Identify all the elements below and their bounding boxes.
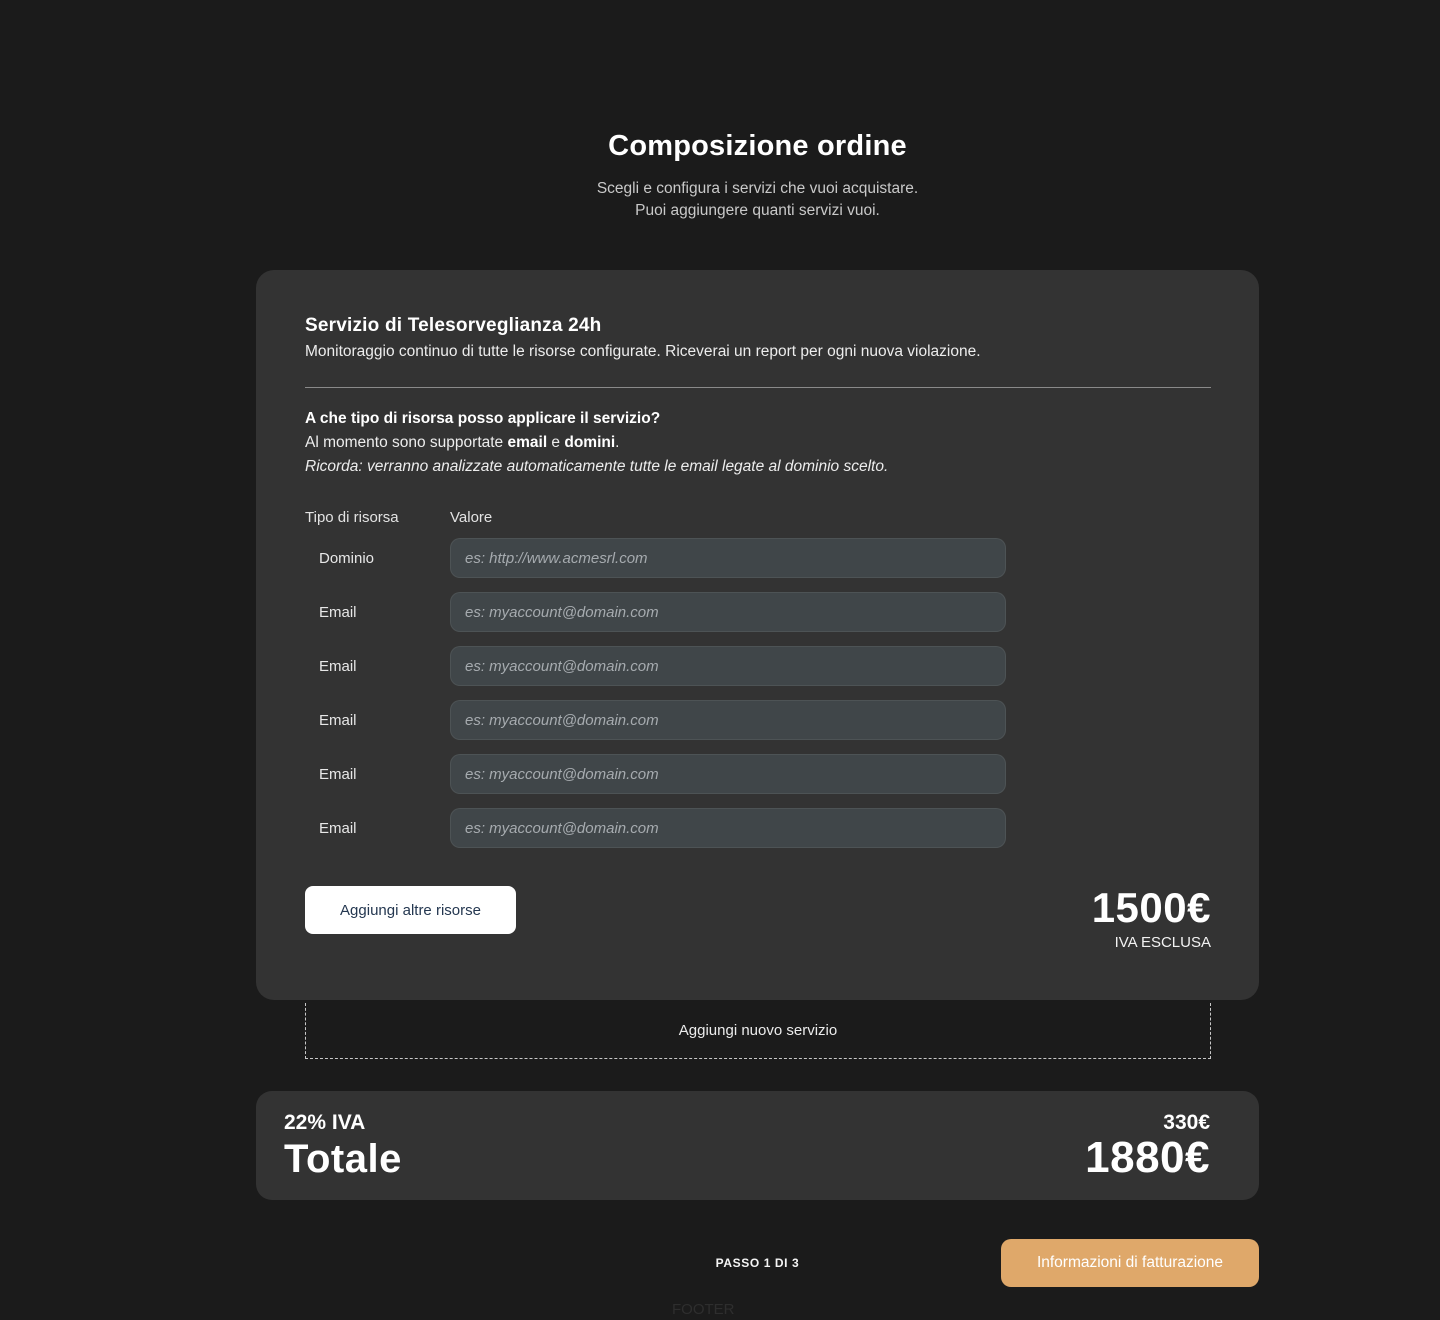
summary-card <box>256 1091 1259 1200</box>
resource-table <box>305 509 1211 848</box>
email-input[interactable] <box>450 754 1006 794</box>
footer-label: FOOTER <box>672 1301 735 1318</box>
add-service-label: Aggiungi nuovo servizio <box>678 1022 838 1039</box>
faq-note: Ricorda: verranno analizzate automaticamente tutte le email legate al dominio scelto. <box>305 458 889 475</box>
domain-input[interactable] <box>450 538 1006 578</box>
page-subtitle <box>256 178 1259 222</box>
vat-label: 22% IVA <box>284 1110 366 1134</box>
resource-row-domain <box>305 538 1211 578</box>
summary-labels <box>284 1111 402 1181</box>
service-description: Monitoraggio continuo di tutte le risorse configurate. Riceverai un report per ogni nuova violazione. <box>305 343 981 360</box>
service-price: 1500€ <box>1091 884 1211 931</box>
page-header <box>256 0 1259 222</box>
resource-type-label: Email <box>319 711 357 729</box>
vat-excluded-note: IVA ESCLUSA <box>1114 934 1211 951</box>
resource-row-email <box>305 646 1211 686</box>
total-label: Totale <box>284 1136 402 1181</box>
action-row <box>256 1239 1259 1287</box>
email-input[interactable] <box>450 592 1006 632</box>
resource-table-header <box>305 509 1211 527</box>
price-block <box>1092 886 1211 951</box>
faq-answer: Al momento sono supportate email e domini. <box>305 434 620 451</box>
summary-values <box>1085 1111 1210 1181</box>
column-header-value: Valore <box>450 509 493 526</box>
resource-type-label: Email <box>319 819 357 837</box>
service-title: Servizio di Telesorveglianza 24h <box>305 315 602 336</box>
vat-value: 330€ <box>1163 1110 1210 1134</box>
content-column <box>256 0 1259 1287</box>
resource-type-label: Email <box>319 765 357 783</box>
total-value: 1880€ <box>1085 1132 1210 1182</box>
column-header-type: Tipo di risorsa <box>305 509 399 526</box>
resource-row-email <box>305 700 1211 740</box>
resource-row-email <box>305 754 1211 794</box>
page-subtitle-line-2: Puoi aggiungere quanti servizi vuoi. <box>635 202 880 219</box>
card-bottom-bar <box>305 886 1211 951</box>
resource-type-label: Email <box>319 603 357 621</box>
page-subtitle-line-1: Scegli e configura i servizi che vuoi acquistare. <box>596 180 919 197</box>
page-title: Composizione ordine <box>608 130 907 162</box>
divider <box>305 387 1211 388</box>
faq-question: A che tipo di risorsa posso applicare il servizio? <box>305 410 661 427</box>
billing-info-button[interactable]: Informazioni di fatturazione <box>1001 1239 1259 1287</box>
resource-type-label: Dominio <box>319 549 375 567</box>
email-input[interactable] <box>450 808 1006 848</box>
email-input[interactable] <box>450 646 1006 686</box>
resource-type-label: Email <box>319 657 357 675</box>
add-resources-button[interactable]: Aggiungi altre risorse <box>305 886 516 934</box>
resource-row-email <box>305 808 1211 848</box>
resource-rows <box>305 538 1211 848</box>
add-service-button[interactable] <box>305 1003 1211 1059</box>
email-input[interactable] <box>450 700 1006 740</box>
service-card <box>256 270 1259 1000</box>
resource-row-email <box>305 592 1211 632</box>
step-indicator: PASSO 1 DI 3 <box>715 1256 800 1270</box>
